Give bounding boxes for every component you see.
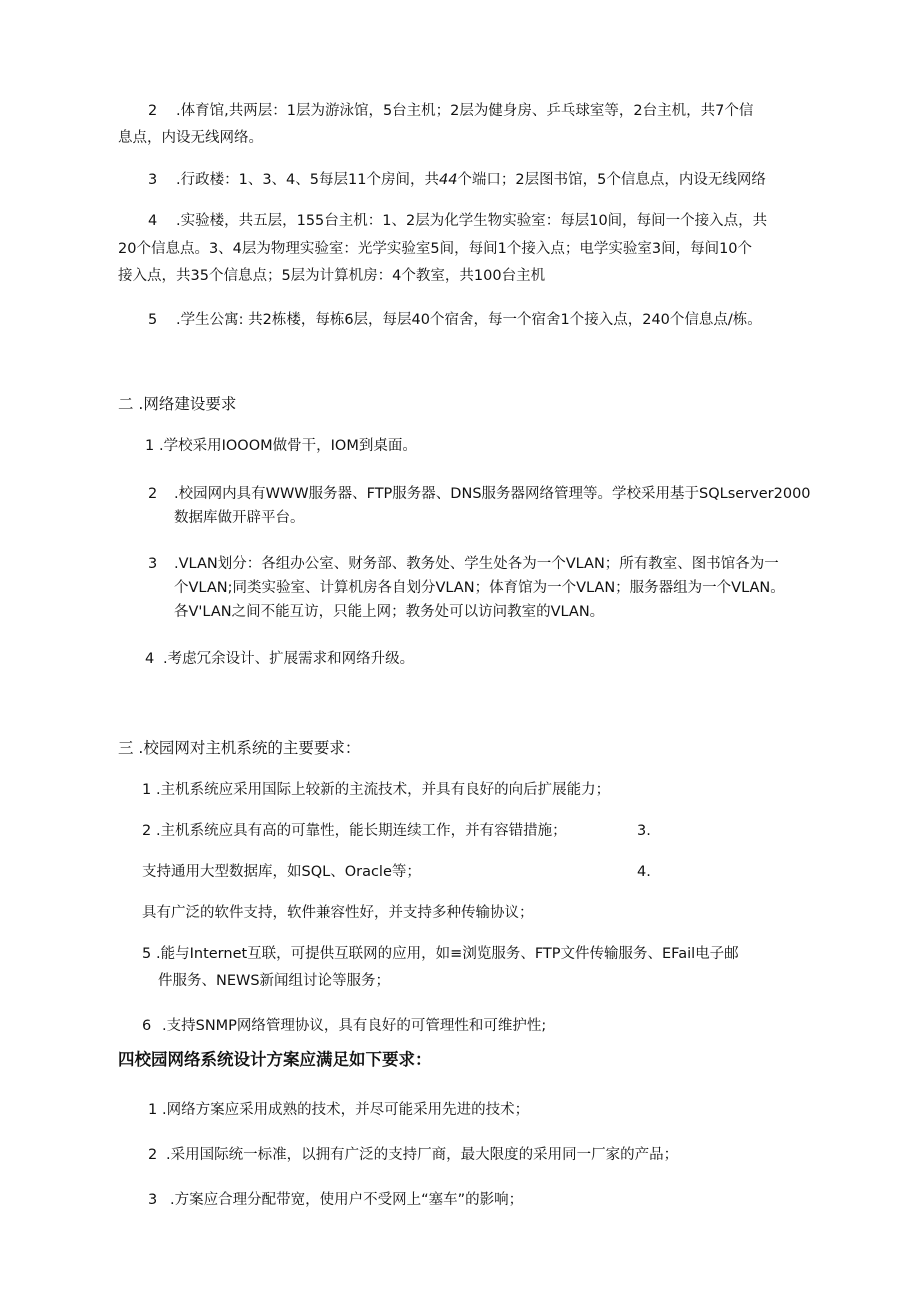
item-text: .体育馆,共两层：1层为游泳馆，5台主机；2层为健身房、乒乓球室等，2台主机，共7个信	[176, 103, 754, 119]
trailing-number: 3.	[637, 823, 651, 839]
item-text: .网络方案应采用成熟的技术，并尽可能采用先进的技术；	[162, 1102, 530, 1118]
item-number: 2	[148, 103, 158, 119]
host-2-line-1	[142, 821, 567, 841]
item-number: 2	[148, 1147, 158, 1163]
item-text: .行政楼：1、3、4、5每层11个房间，共	[176, 172, 439, 188]
item-number: 4	[145, 651, 155, 667]
item-number: 1	[148, 1102, 158, 1118]
req-4-line-1	[145, 649, 414, 669]
item-4-line-3: 接入点，共35个信息点；5层为计算机房：4个教室，共100台主机	[118, 268, 546, 284]
item-text: .主机系统应具有高的可靠性，能长期连续工作，并有容错措施；	[156, 823, 567, 839]
req-3-line-3: 各V'LAN之间不能互访，只能上网；教务处可以访问教室的VLAN。	[174, 604, 605, 620]
item-number: 1	[145, 438, 155, 454]
host-4-line-1: 具有广泛的软件支持，软件兼容性好，并支持多种传输协议；	[142, 905, 534, 921]
item-number: 3	[148, 1192, 158, 1208]
item-number: 4	[148, 213, 158, 229]
italic-number: 44	[438, 172, 458, 188]
host-3-line-1: 支持通用大型数据库，如SQL、Oracle等；	[142, 864, 421, 880]
req-3-line-1	[148, 554, 779, 574]
design-2-line-1	[148, 1145, 678, 1165]
section-heading: 二 .网络建设要求	[118, 395, 237, 413]
item-text: .实验楼，共五层，155台主机：1、2层为化学生物实验室：每层10间，每间一个接入点，共	[176, 213, 768, 229]
item-2-line-2: 息点，内设无线网络。	[118, 130, 263, 146]
section-heading: 三 .校园网对主机系统的主要要求：	[118, 739, 361, 757]
item-2-line-1	[148, 101, 753, 121]
item-3-line-1	[148, 170, 766, 190]
item-text: .VLAN划分：各组办公室、财务部、教务处、学生处各为一个VLAN；所有教室、图书馆各为一	[174, 556, 779, 572]
item-number: 2	[148, 486, 158, 502]
req-2-line-2: 数据库做开辟平台。	[174, 510, 305, 526]
item-text: .方案应合理分配带宽，使用户不受网上“塞车”的影响；	[170, 1192, 524, 1208]
item-number: 3	[148, 556, 158, 572]
item-number: 5	[142, 946, 152, 962]
item-number: 5	[148, 312, 158, 328]
item-number: 2	[142, 823, 152, 839]
item-text: 个端口；2层图书馆，5个信息点，内设无线网络	[457, 172, 766, 188]
section-heading: 四校园网络系统设计方案应满足如下要求：	[118, 1050, 432, 1069]
host-6-line-1	[142, 1016, 546, 1036]
host-5-line-2: 件服务、NEWS新闻组讨论等服务；	[158, 973, 391, 989]
design-3-line-1	[148, 1190, 523, 1210]
item-text: .支持SNMP网络管理协议，具有良好的可管理性和可维护性;	[162, 1018, 547, 1034]
trailing-number: 4.	[637, 864, 651, 880]
item-number: 6	[142, 1018, 152, 1034]
item-4-line-2: 20个信息点。3、4层为物理实验室：光学实验室5间，每间1个接入点；电学实验室3间，每间10个	[118, 241, 753, 257]
design-1-line-1	[148, 1100, 529, 1120]
item-number: 3	[148, 172, 158, 188]
host-5-line-1	[142, 944, 739, 964]
item-text: .考虑冗余设计、扩展需求和网络升级。	[163, 651, 415, 667]
host-1-line-1	[142, 780, 610, 800]
item-text: .学生公寓: 共2栋楼，每栋6层，每层40个宿舍，每一个宿舍1个接入点，240个信息点/栋。	[176, 312, 762, 328]
req-1-line-1	[145, 436, 417, 456]
req-3-line-2: 个VLAN;同类实验室、计算机房各自划分VLAN；体育馆为一个VLAN；服务器组为一个VLAN。	[174, 580, 785, 596]
item-text: .校园网内具有WWW服务器、FTP服务器、DNS服务器网络管理等。学校采用基于SQLserver2000	[174, 486, 811, 502]
item-text: .能与Internet互联，可提供互联网的应用，如≡浏览服务、FTP文件传输服务、EFail电子邮	[156, 946, 739, 962]
item-text: .主机系统应采用国际上较新的主流技术，并具有良好的向后扩展能力；	[156, 782, 611, 798]
req-2-line-1	[148, 484, 811, 504]
item-text: .学校采用IOOOM做骨干，IOM到桌面。	[159, 438, 417, 454]
item-text: .采用国际统一标准，以拥有广泛的支持厂商，最大限度的采用同一厂家的产品；	[166, 1147, 679, 1163]
item-number: 1	[142, 782, 152, 798]
item-5-line-1	[148, 310, 762, 330]
item-4-line-1	[148, 211, 767, 231]
